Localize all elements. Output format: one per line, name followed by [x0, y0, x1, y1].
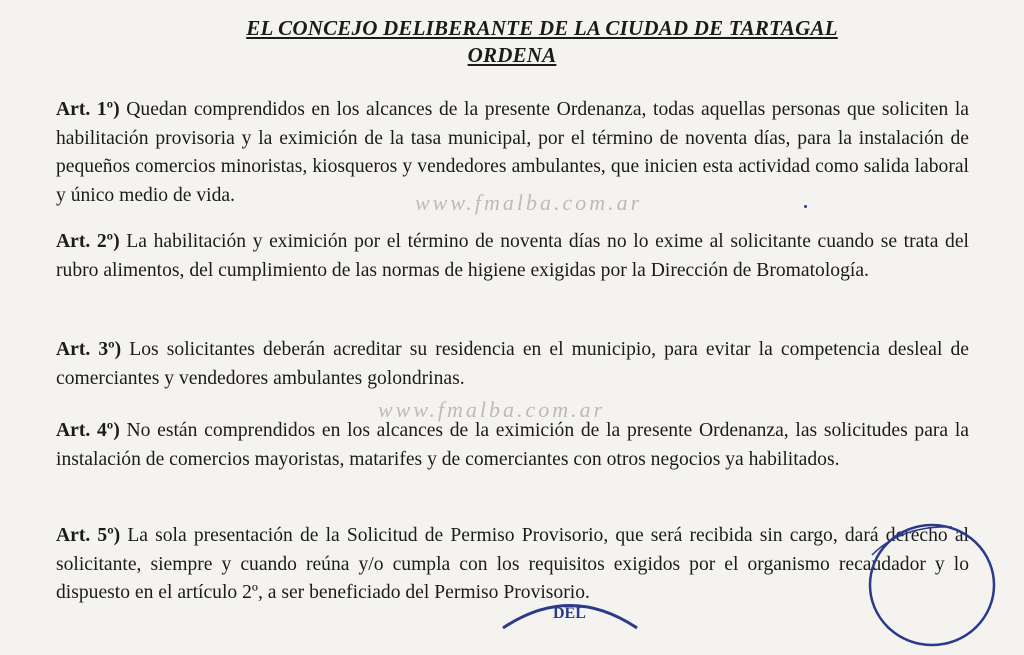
article-3	[56, 336, 969, 393]
article-text: No están comprendidos en los alcances de la eximición de la presente Ordenanza, las solicitudes para la instalación de comercios mayoristas, matarifes y de comerciantes con otros negocios ya habilitados.	[56, 420, 969, 470]
article-1	[56, 96, 969, 210]
watermark-text: www.fmalba.com.ar	[415, 190, 643, 215]
article-label: Art. 3º)	[56, 339, 122, 360]
article-text: La habilitación y eximición por el término de noventa días no lo exime al solicitante cuando se trata del rubro alimentos, del cumplimiento de las normas de higiene exigidas por la Dirección de Bromatología.	[56, 231, 969, 281]
article-text: Quedan comprendidos en los alcances de la presente Ordenanza, todas aquellas personas que soliciten la habilitación provisoria y la eximición de la tasa municipal, por el término de noventa días, para la instalación de pequeños comercios minoristas, kiosqueros y vendedores ambulantes, que inicien esta actividad como salida laboral y único medio de vida.	[56, 99, 969, 206]
ink-speck	[804, 205, 807, 208]
article-text: La sola presentación de la Solicitud de Permiso Provisorio, que será recibida sin cargo, dará derecho al solicitante, siempre y cuando reúna y/o cumpla con los requisitos exigidos por el organismo recaudador y lo dispuesto en el artículo 2º, a ser beneficiado del Permiso Provisorio.	[56, 525, 969, 603]
seal-text: DEL	[553, 605, 586, 622]
bottom-seal-icon	[495, 588, 645, 648]
article-label: Art. 5º)	[56, 525, 121, 546]
document-subtitle: ORDENA	[467, 43, 557, 67]
article-label: Art. 2º)	[56, 231, 120, 252]
article-4	[56, 417, 969, 474]
article-label: Art. 1º)	[56, 99, 120, 120]
watermark-text: www.fmalba.com.ar	[378, 397, 606, 422]
document-title: EL CONCEJO DELIBERANTE DE LA CIUDAD DE TARTAGAL	[246, 16, 838, 40]
article-label: Art. 4º)	[56, 420, 120, 441]
official-seal-icon	[862, 515, 1002, 655]
article-text: Los solicitantes deberán acreditar su residencia en el municipio, para evitar la competencia desleal de comerciantes y vendedores ambulantes golondrinas.	[56, 339, 969, 389]
article-2	[56, 228, 969, 285]
